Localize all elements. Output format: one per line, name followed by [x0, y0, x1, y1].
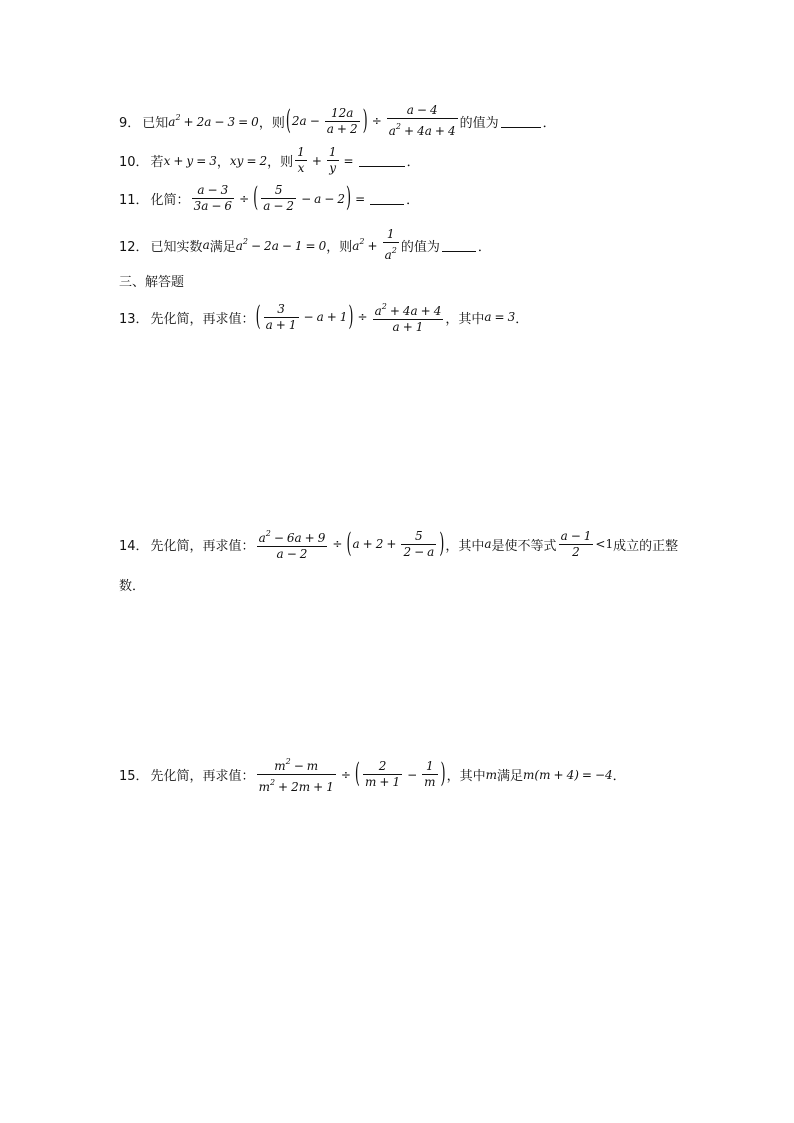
left-paren: (: [255, 301, 261, 333]
answer-blank[interactable]: [359, 154, 405, 167]
question-number: 9．: [119, 115, 141, 131]
question-text: 满足: [497, 769, 524, 784]
math-expression: x + y = 3: [163, 153, 217, 168]
answer-blank[interactable]: [370, 192, 404, 205]
math-expression: $a^2 - 2a - 1 = 0$: [235, 237, 327, 253]
question-text: 先化简，再求值：: [150, 311, 255, 327]
question-text: 满足: [209, 239, 236, 255]
question-text: 若: [150, 155, 164, 170]
fraction: $\frac{a^2 - 6a + 9}{a - 2}$: [258, 529, 326, 561]
question-text: ．: [477, 239, 491, 255]
question-text: 已知: [142, 115, 169, 131]
question-text: 先化简，再求值：: [150, 538, 255, 554]
math-expression: <1: [595, 537, 614, 551]
math-expression: $a^2$ +: [352, 237, 378, 253]
section-title: 三、解答题: [119, 275, 185, 290]
question-number: 13．: [119, 311, 149, 327]
fraction: $\frac{m^2 - m}{m^2 + 2m + 1}$: [258, 757, 334, 794]
question-text: ．: [542, 115, 556, 131]
fraction: $\frac{3}{a + 1}$: [265, 301, 297, 332]
question-text: ．: [406, 193, 420, 208]
fraction: $\frac{1}{x}$: [297, 145, 305, 175]
divide-sign: ÷: [332, 537, 343, 551]
question-text: ，其中: [446, 769, 486, 784]
math-expression: a = 3: [484, 310, 516, 324]
fraction: $\frac{12a}{a + 2}$: [326, 105, 358, 136]
right-paren: ): [440, 758, 446, 791]
divide-sign: ÷: [371, 114, 382, 128]
question-number: 11．: [119, 193, 149, 208]
question-14: [119, 526, 678, 562]
question-number: 14．: [119, 538, 149, 554]
question-text: ．: [612, 769, 626, 784]
math-expression: xy = 2: [229, 153, 268, 168]
question-9: [119, 103, 556, 139]
right-paren: ): [348, 301, 354, 333]
question-13: [119, 299, 528, 335]
math-expression: − a + 1: [303, 310, 348, 324]
question-text: 先化简，再求值：: [150, 769, 255, 784]
question-text: ．: [515, 311, 529, 327]
math-expression: $a^2 + 2a - 3 = 0$: [168, 113, 259, 129]
divide-sign: ÷: [357, 310, 368, 324]
divide-sign: ÷: [340, 767, 351, 782]
math-expression: a + 2 +: [352, 537, 397, 551]
math-variable: a: [484, 537, 492, 551]
fraction: $\frac{1}{y}$: [328, 145, 337, 175]
question-text: 的值为: [459, 115, 499, 131]
math-variable: a: [202, 238, 210, 252]
left-paren: (: [346, 528, 352, 560]
question-text: 已知实数: [150, 239, 203, 255]
question-text: ，则: [267, 155, 294, 170]
question-text: ，: [216, 155, 230, 170]
left-paren: (: [285, 105, 291, 137]
fraction: $\frac{a - 1}{2}$: [560, 528, 592, 559]
fraction: $\frac{5}{a - 2}$: [263, 183, 295, 213]
question-number: 15．: [119, 769, 149, 784]
divide-sign: ÷: [239, 191, 250, 206]
question-text: ，其中: [445, 538, 485, 554]
question-text: 是使不等式: [491, 538, 557, 554]
question-15: 15． 先化简，再求值： $\frac{m^2 - m}{m^2 + 2m + 1}$ ÷ ( $\frac{2}{m + 1}$ − $\frac{1}{m}$ ) ，其中 m 满足 m(m + 4) = −4 ．: [119, 754, 626, 795]
answer-blank[interactable]: [501, 115, 541, 128]
math-expression: 2a −: [291, 114, 320, 128]
left-paren: (: [253, 182, 259, 215]
question-text: 成立的正整: [613, 538, 679, 554]
question-text: ，其中: [445, 311, 485, 327]
question-10: 10． 若 x + y = 3 ， xy = 2 ，则 $\frac{1}{x}$ + $\frac{1}{y}$ = ．: [119, 145, 420, 175]
math-expression: m(m + 4) = −4: [523, 767, 613, 782]
question-text: ．: [406, 155, 420, 170]
fraction: $\frac{2}{m + 1}$: [364, 759, 401, 789]
fraction: $\frac{a^2 + 4a + 4}{a + 1}$: [374, 302, 442, 334]
fraction: $\frac{a - 3}{3a - 6}$: [193, 183, 233, 213]
math-expression: − a − 2: [301, 191, 345, 206]
fraction: $\frac{1}{m}$: [424, 759, 436, 789]
left-paren: (: [354, 758, 360, 791]
question-text: ，则: [258, 115, 285, 131]
right-paren: ): [345, 182, 352, 215]
question-text: ，则: [326, 239, 353, 255]
right-paren: ): [439, 528, 445, 560]
question-number: 10．: [119, 155, 149, 170]
question-number: 12．: [119, 239, 149, 255]
section-heading: [119, 271, 184, 290]
fraction: $\frac{5}{2 - a}$: [403, 528, 435, 559]
question-12: [119, 227, 491, 263]
question-text: 的值为: [400, 239, 440, 255]
fraction: $\frac{a - 4}{a^2 + 4a + 4}$: [388, 103, 456, 138]
question-text: 数．: [119, 579, 146, 594]
math-variable: m: [485, 767, 498, 782]
answer-blank[interactable]: [442, 239, 476, 252]
right-paren: ): [362, 105, 368, 137]
question-text: 化简：: [150, 193, 190, 208]
question-11: 11． 化简： $\frac{a - 3}{3a - 6}$ ÷ ( $\frac{5}{a - 2}$ − a − 2 ) = ．: [119, 182, 420, 215]
question-14-continued: [119, 575, 145, 594]
fraction: $\frac{1}{a^2}$: [384, 227, 397, 262]
